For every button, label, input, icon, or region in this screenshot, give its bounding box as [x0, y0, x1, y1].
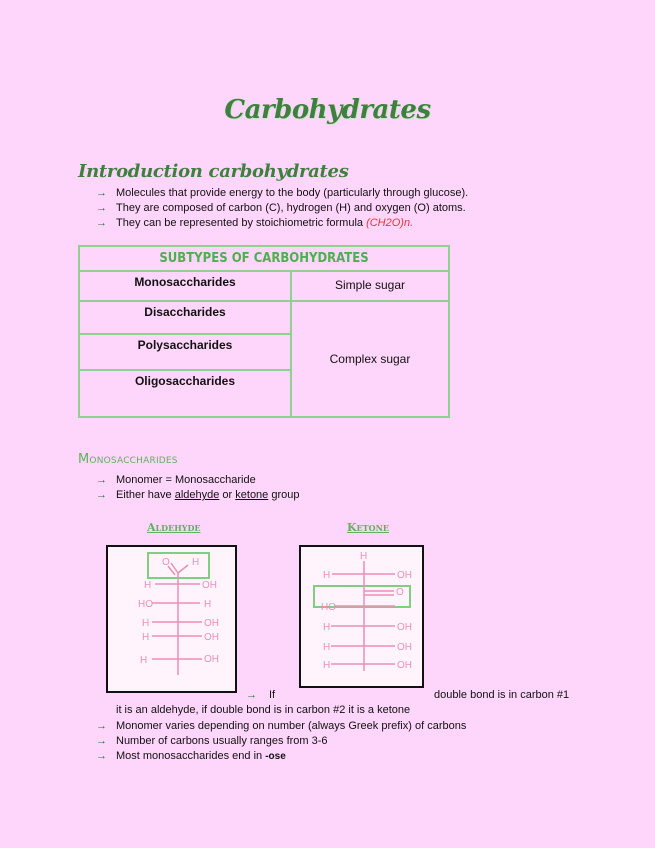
svg-text:OH: OH: [397, 660, 412, 671]
aldehyde-label: Aldehyde: [147, 521, 201, 534]
svg-text:O: O: [396, 587, 404, 598]
svg-text:H: H: [140, 655, 148, 666]
arrow-icon: →: [96, 750, 107, 762]
list-item: → Most monosaccharides end in -ose: [96, 750, 286, 762]
svg-text:OH: OH: [397, 570, 412, 581]
list-item: → Number of carbons usually ranges from 3-6: [96, 735, 328, 747]
arrow-icon: →: [246, 689, 257, 701]
table-cell-disaccharides: Disaccharides: [80, 302, 292, 334]
list-item: → Monomer varies depending on number (always Greek prefix) of carbons: [96, 720, 467, 732]
svg-text:OH: OH: [202, 580, 217, 591]
table-cell-simple-sugar: Simple sugar: [334, 278, 406, 292]
list-item: → Either have aldehyde or ketone group: [96, 489, 300, 501]
svg-text:H: H: [192, 557, 200, 568]
svg-text:OH: OH: [204, 654, 219, 665]
svg-text:H: H: [144, 580, 152, 591]
arrow-icon: →: [96, 217, 107, 229]
table-cell-oligosaccharides: Oligosaccharides: [80, 371, 292, 416]
arrow-icon: →: [96, 720, 107, 732]
ketone-diagram: [299, 545, 424, 688]
list-item: → Molecules that provide energy to the body (particularly through glucose).: [96, 187, 469, 199]
svg-text:H: H: [360, 551, 368, 562]
ketone-structure-image: [301, 547, 422, 686]
intro-bullets: [96, 186, 468, 231]
list-item: → They are composed of carbon (C), hydrogen (H) and oxygen (O) atoms.: [96, 202, 466, 214]
svg-text:H: H: [142, 632, 150, 643]
arrow-icon: →: [96, 735, 107, 747]
ketone-label: Ketone: [347, 521, 389, 534]
subtypes-table: [78, 245, 450, 418]
if-text: If: [269, 689, 276, 701]
svg-text:HO: HO: [321, 602, 336, 613]
page-title: Carbohydrates: [224, 95, 431, 125]
intro-heading: Introduction carbohydrates: [78, 161, 349, 182]
table-cell-monosaccharides: Monosaccharides: [80, 272, 292, 301]
mono-bullets: [96, 473, 300, 503]
svg-text:OH: OH: [397, 622, 412, 633]
arrow-icon: →: [96, 474, 107, 486]
continuation-text: it is an aldehyde, if double bond is in carbon #2 it is a ketone: [116, 704, 411, 716]
svg-text:HO: HO: [138, 599, 153, 610]
svg-text:H: H: [323, 570, 331, 581]
arrow-icon: →: [96, 202, 107, 214]
svg-text:H: H: [323, 642, 331, 653]
aldehyde-structure-image: [108, 547, 235, 691]
monosaccharides-heading: Monosaccharides: [78, 452, 178, 467]
arrow-icon: →: [96, 489, 107, 501]
svg-text:H: H: [142, 618, 150, 629]
table-header: SUBTYPES OF CARBOHYDRATES: [80, 247, 448, 272]
list-item: → Monomer = Monosaccharide: [96, 474, 256, 486]
ose-suffix: -ose: [265, 751, 286, 762]
table-cell-complex-sugar: Complex sugar: [329, 352, 411, 366]
svg-text:H: H: [204, 599, 212, 610]
svg-text:OH: OH: [204, 632, 219, 643]
mono-bullets-2: [96, 719, 466, 764]
arrow-icon: →: [96, 187, 107, 199]
list-item: → They can be represented by stoichiometric formula (CH2O)n.: [96, 217, 414, 229]
formula: (CH2O)n.: [366, 217, 414, 229]
double-bond-text: double bond is in carbon #1: [434, 689, 570, 701]
svg-text:H: H: [323, 660, 331, 671]
aldehyde-diagram: [106, 545, 237, 693]
svg-text:OH: OH: [397, 642, 412, 653]
table-cell-polysaccharides: Polysaccharides: [80, 335, 292, 370]
svg-text:H: H: [323, 622, 331, 633]
svg-text:OH: OH: [204, 618, 219, 629]
svg-text:O: O: [162, 557, 170, 568]
